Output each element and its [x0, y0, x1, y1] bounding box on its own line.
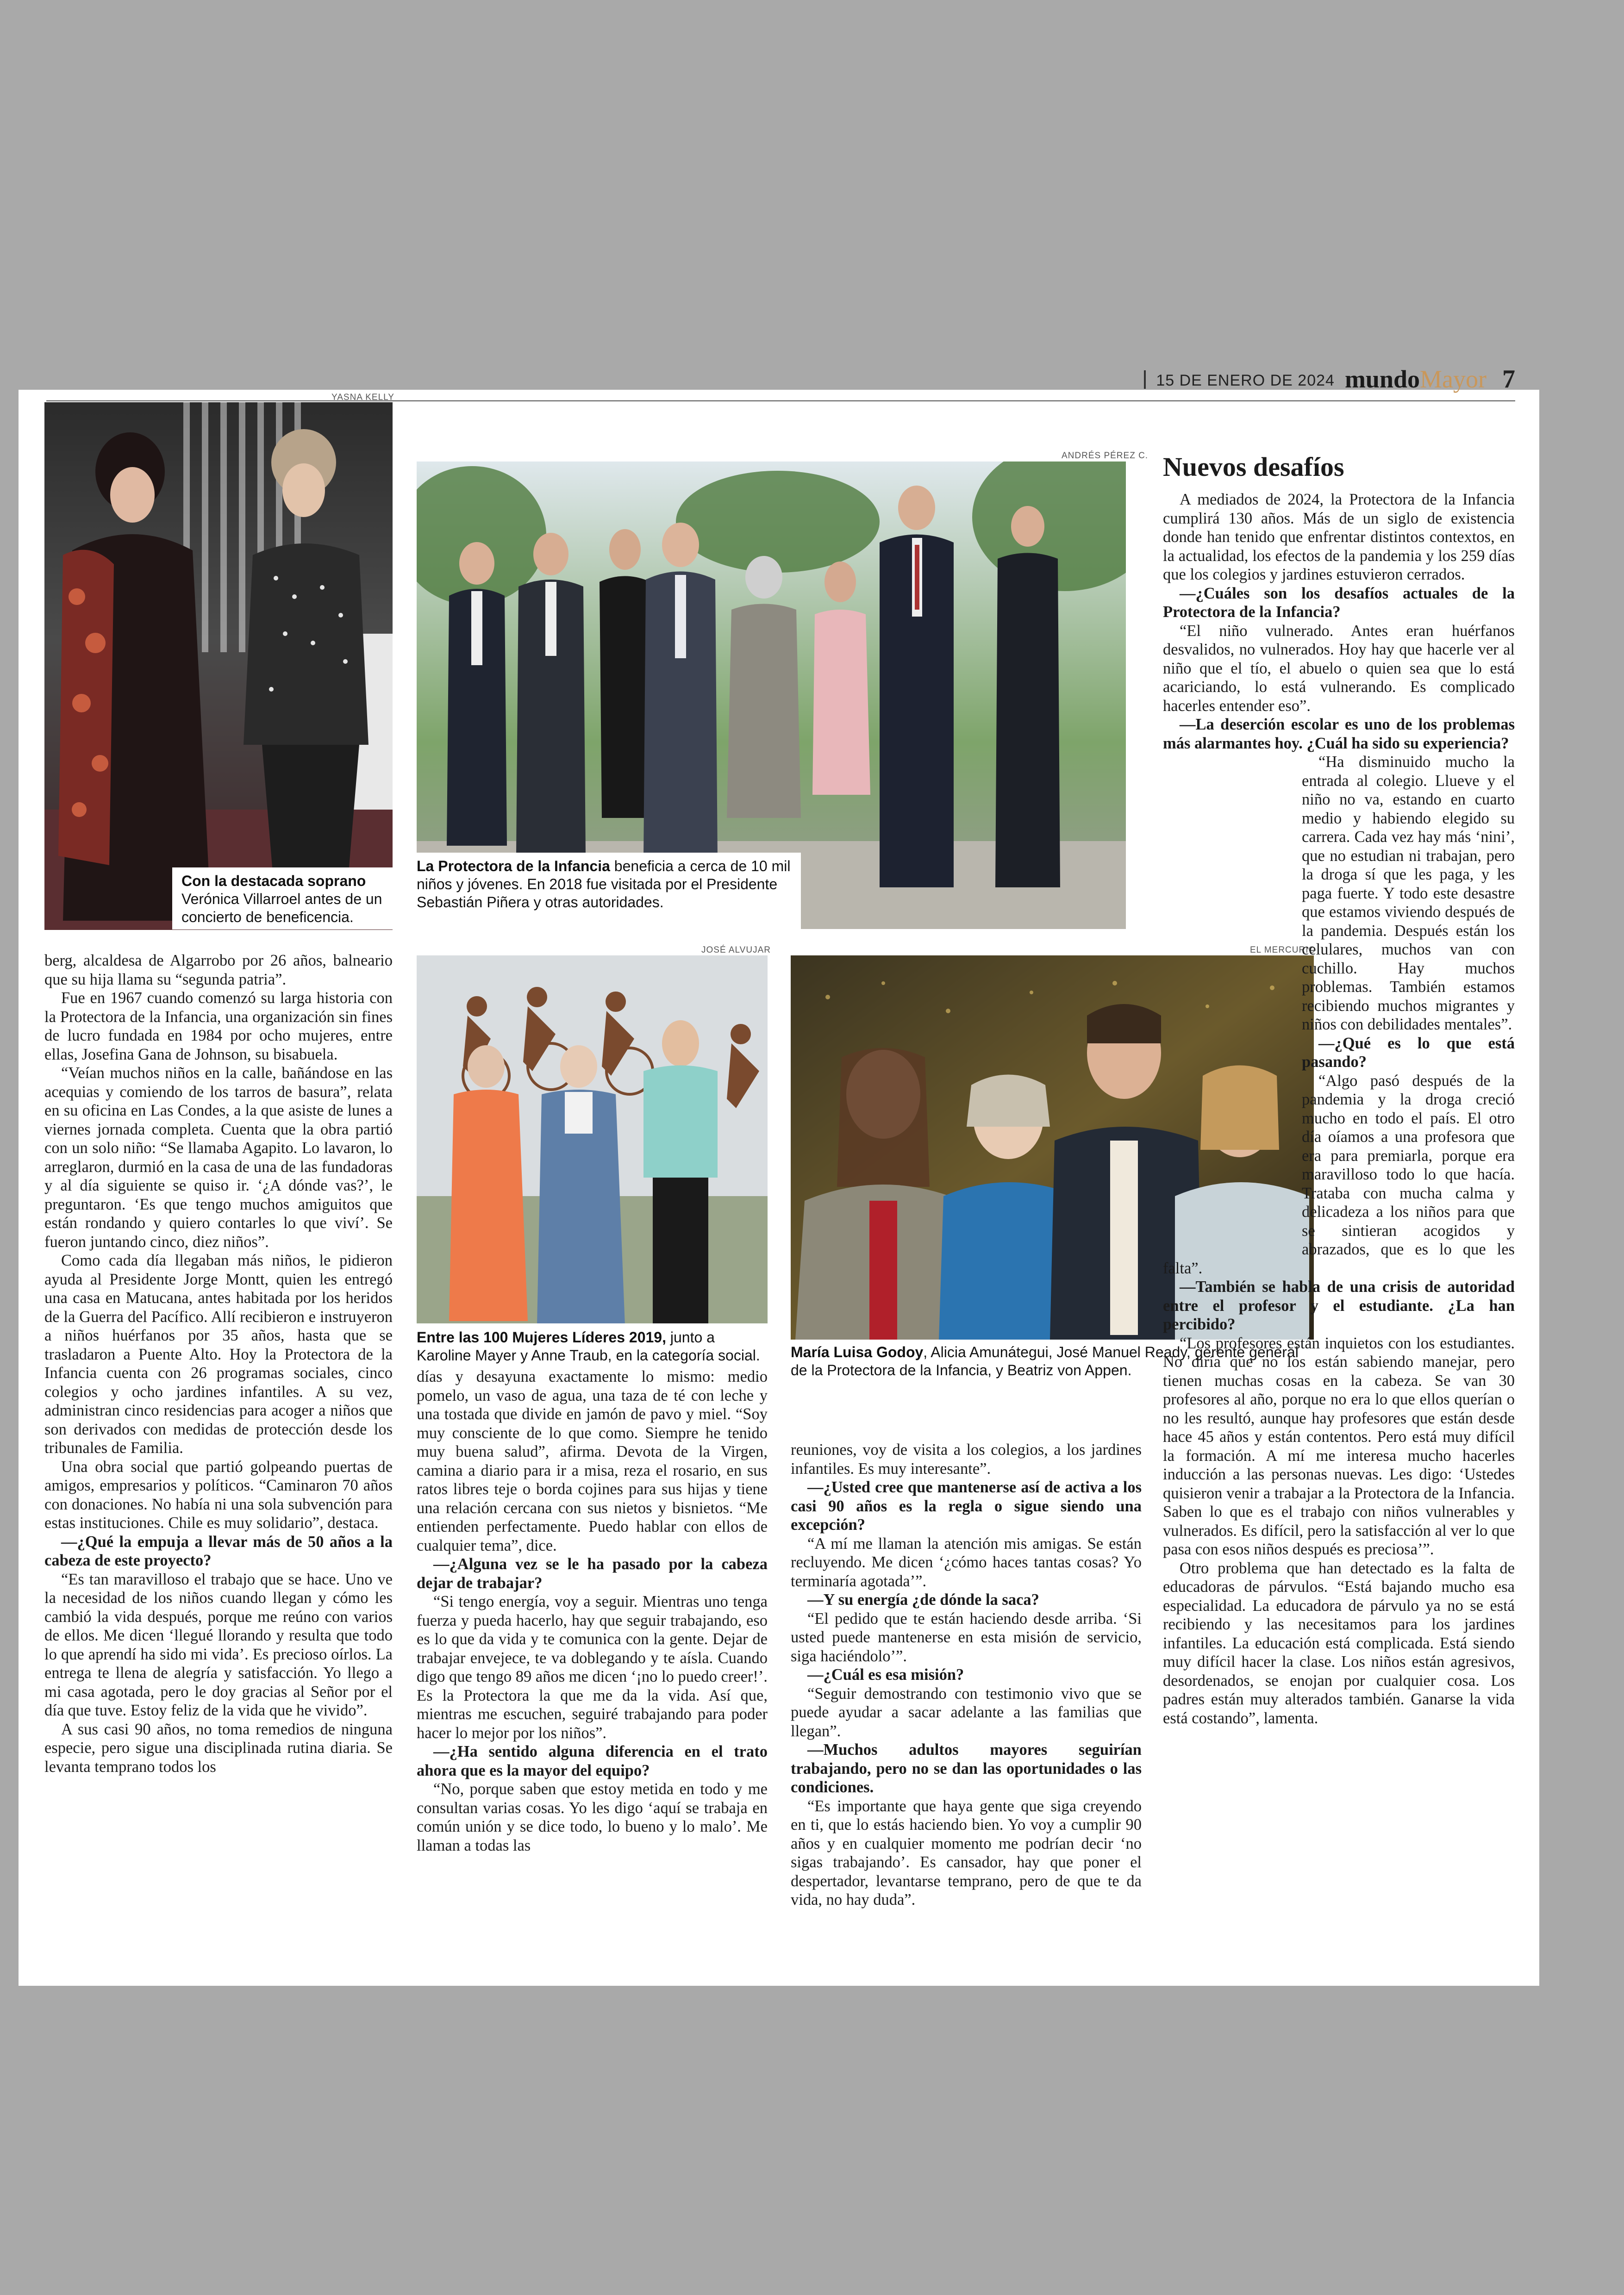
- article-column-1: [44, 951, 393, 1776]
- paragraph: días y desayuna exactamente lo mismo: medio pomelo, un vaso de agua, una taza de té con leche y una tostada que divide en jamón de pavo y miel. “Soy muy consciente de lo que como. Siempre he tenido muy buena salud”, afirma. Devota de la Virgen, camina a diario para ir a misa, reza el rosario, en sus ratos libres teje o borda cojines para sus hijas y tiene una relación cercana con sus nietos y bisnietos. “Me entienden perfectamente. Puedo hablar con ellos de cualquier tema”, dice.: [417, 1368, 768, 1554]
- photo-wrap-spacer: [1163, 753, 1302, 1255]
- interview-question: —¿Qué es lo que está pasando?: [1302, 1034, 1515, 1071]
- section-title: Nuevos desafíos: [1163, 452, 1344, 482]
- paragraph: “El pedido que te están haciendo desde arriba. ‘Si usted puede mantenerse en esta misión de servicio, siga haciéndolo’”.: [791, 1609, 1142, 1665]
- interview-question: —También se habla de una crisis de autoridad entre el profesor y el estudiante. ¿La han percibido?: [1163, 1278, 1515, 1333]
- paragraph: “Veían muchos niños en la calle, bañándose en las acequias y comiendo de los tarros de basura”, relata en su oficina en Las Condes, a la que asiste de lunes a viernes jornada completa. Cuenta que la obra partió con un solo niño: “Se llamaba Agapito. Lo lavaron, lo arreglaron, durmió en la casa de una de las fundadoras y al día siguiente se quiso ir. ‘¿A dónde vas?’, le preguntaron. ‘Es que tengo muchos amiguitos que están rondando y quiero contarles lo que viví’. Se fueron juntando cinco, diez niños”.: [44, 1064, 393, 1251]
- paragraph: berg, alcaldesa de Algarrobo por 26 años, balneario que su hija llama su “segunda patria”.: [44, 952, 393, 988]
- paragraph: Como cada día llegaban más niños, le pidieron ayuda al Presidente Jorge Montt, quien les entregó una casa en Matucana, antes habitada por los heridos de la Guerra del Pacífico. Allí recibieron e instruyeron a niños huérfanos por 35 años, hasta que se trasladaron a Puente Alto. Hoy la Protectora de la Infancia cuenta con 26 programas sociales, cinco colegios y ocho jardines infantiles. A su vez, administran cinco residencias para acoger a niños que son derivados con medidas de protección desde los tribunales de Familia.: [44, 1252, 393, 1457]
- paragraph: “Algo pasó después de la pandemia y la droga creció mucho en todo el país. El otro día oíamos a una profesora que era para premiarla, porque era maravilloso todo lo que hacía. Trataba con mucha calma y delicadeza a los niños para que se sintieran acogidos y abrazados, que es lo que les falta”.: [1163, 1072, 1515, 1277]
- paragraph: “Seguir demostrando con testimonio vivo que se puede ayudar a sacar adelante a las familias que llegan”.: [791, 1684, 1142, 1740]
- group-walk-caption: La Protectora de la Infancia beneficia a cerca de 10 mil niños y jóvenes. En 2018 fue visitada por el Presidente Sebastián Piñera y otras autoridades.: [417, 853, 801, 929]
- page-header: [1144, 364, 1515, 392]
- paragraph: “Si tengo energía, voy a seguir. Mientras uno tenga fuerza y pueda hacerlo, hay que seguir trabajando, eso es lo que da vida y te comunica con la gente. Dejar de trabajar envejece, te va doblegando y te aísla. Cuando digo que tengo 89 años me dicen ‘¡no lo puedo creer!’. Es la Protectora la que me da la vida. Así que, mientras me escuchen, seguiré trabajando para poder hacer lo mejor por los niños”.: [417, 1593, 768, 1742]
- leaders-caption: Entre las 100 Mujeres Líderes 2019, junto a Karoline Mayer y Anne Traub, en la categoría social.: [417, 1328, 768, 1375]
- interview-question: —¿Usted cree que mantenerse así de activa a los casi 90 años es la regla o sigue siendo una excepción?: [791, 1478, 1142, 1534]
- interview-question: —¿Ha sentido alguna diferencia en el trato ahora que es la mayor del equipo?: [417, 1743, 768, 1779]
- page-number: 7: [1502, 365, 1515, 393]
- interview-question: —La deserción escolar es uno de los problemas más alarmantes hoy. ¿Cuál ha sido su experiencia?: [1163, 716, 1515, 752]
- interview-question: —¿Qué la empuja a llevar más de 50 años a la cabeza de este proyecto?: [44, 1533, 393, 1569]
- interview-question: —Muchos adultos mayores seguirían trabajando, pero no se dan las oportunidades o las condiciones.: [791, 1741, 1142, 1796]
- paragraph: “Ha disminuido mucho la entrada al colegio. Llueve y el niño no va, estando en cuarto medio y habiendo elegido su carrera. Cada vez hay más ‘nini’, que no estudian ni trabajan, pero la droga sí que les paga, y les paga fuerte. Y todo este desastre que estamos viviendo después de la pandemia. Después están los celulares, muchos van con cuchillo. Hay muchos problemas. También estamos recibiendo muchos migrantes y niños con debilidades mentales”.: [1302, 753, 1515, 1033]
- photo-credit: YASNA KELLY: [331, 393, 394, 402]
- article-column-2: [417, 1367, 768, 1855]
- family-caption: María Luisa Godoy, Alicia Amunátegui, José Manuel Ready, gerente general de la Protectora de la Infancia, y Beatriz von Appen.: [791, 1343, 1314, 1385]
- interview-question: —Y su energía ¿de dónde la saca?: [807, 1591, 1039, 1609]
- paragraph: Fue en 1967 cuando comenzó su larga historia con la Protectora de la Infancia, una organización sin fines de lucro fundada en 1984 por ocho mujeres, entre ellas, Josefina Gana de Johnson, su bisabuela.: [44, 989, 393, 1063]
- paragraph: “Los profesores están inquietos con los estudiantes. No diría que no los están sabiendo manejar, pero tienen muchas cosas en la cabeza. Se van 30 profesores al año, porque no era lo que ellos querían o no les resultó, aunque hay profesores que están desde hace 45 años y están contentos. Pero está muy difícil la formación. A mí me interesa mucho hacerles inducción a las personas nuevas. Les digo: ‘Ustedes quisieron venir a trabajar a la Protectora de la Infancia. Saben lo que es el trabajo con niños vulnerables y vulnerados. Es difícil, pero la satisfacción al ver lo que pasa con esos niños después es preciosa’”.: [1163, 1334, 1515, 1558]
- leaders-photo: [417, 955, 768, 1323]
- paragraph: “No, porque saben que estoy metida en todo y me consultan varias cosas. Yo les digo ‘aquí se trabaja en común unión y se dice todo, lo bueno y lo malo’. Me llaman a todas las: [417, 1780, 768, 1854]
- paragraph: reuniones, voy de visita a los colegios, a los jardines infantiles. Es muy interesante”.: [791, 1441, 1142, 1478]
- paragraph: Una obra social que partió golpeando puertas de amigos, empresarios y políticos. “Caminaron 70 años con donaciones. No había ni una sola subvención para estas instituciones. Chile es muy solidario”, destaca.: [44, 1458, 393, 1532]
- photo-credit: JOSÉ ALVUJAR: [701, 945, 771, 955]
- paragraph: “A mí me llaman la atención mis amigas. Se están recluyendo. Me dicen ‘¿cómo haces tantas cosas? Yo terminaría agotada’”.: [791, 1534, 1142, 1590]
- paragraph: Otro problema que han detectado es la falta de educadoras de párvulos. “Está bajando mucho esa especialidad. La educadora de párvulo ya no se está recibiendo y las necesitamos para los jardines infantiles. La educación está complicada. Está siendo muy difícil hacer la clase. Los niños están agresivos, desordenados, se enojan por cualquier cosa. Los padres están muy alterados también. Ganarse la vida está costando”, lamenta.: [1163, 1559, 1515, 1727]
- paragraph: A sus casi 90 años, no toma remedios de ninguna especie, pero sigue una disciplinada rutina diaria. Se levanta temprano todos los: [44, 1720, 393, 1776]
- issue-date: 15 DE ENERO DE 2024: [1156, 372, 1335, 389]
- soprano-photo: [44, 402, 393, 930]
- interview-question: —¿Cuál es esa misión?: [807, 1666, 964, 1684]
- article-column-3: [791, 1441, 1142, 1909]
- interview-question: —¿Alguna vez se le ha pasado por la cabeza dejar de trabajar?: [417, 1555, 768, 1592]
- interview-question: —¿Cuáles son los desafíos actuales de la Protectora de la Infancia?: [1163, 584, 1515, 621]
- brand-logo: mundoMayor: [1344, 365, 1487, 393]
- article-column-4: [1163, 452, 1515, 1727]
- soprano-caption: Con la destacada soprano Verónica Villarroel antes de un concierto de beneficencia.: [172, 867, 393, 929]
- header-divider: [1144, 370, 1146, 389]
- photo-credit: ANDRÉS PÉREZ C.: [1062, 451, 1149, 461]
- paragraph: “El niño vulnerado. Antes eran huérfanos desvalidos, no vulnerados. Hoy hay que hacerle ver al niño que el tío, el abuelo o quien sea que lo está acariciando, lo está vulnerando. Es complicado hacerles entender eso”.: [1163, 622, 1515, 715]
- paragraph: “Es importante que haya gente que siga creyendo en ti, que lo estás haciendo bien. Yo voy a cumplir 90 años y en cualquier momento me podrían decir ‘no sigas trabajando’. Es cansador, hay que poner el despertador, levantarse temprano, pero de que te da vida, no hay duda”.: [791, 1797, 1142, 1908]
- paragraph: A mediados de 2024, la Protectora de la Infancia cumplirá 130 años. Más de un siglo de existencia donde han tenido que enfrentar distintos contextos, en la actualidad, los efectos de la pandemia y los 259 días que los colegios y jardines estuvieron cerrados.: [1163, 491, 1515, 583]
- photo-credit: EL MERCURIO: [1250, 945, 1316, 955]
- header-rule: [46, 400, 1515, 401]
- paragraph: “Es tan maravilloso el trabajo que se hace. Uno ve la necesidad de los niños cuando llegan y cómo les cambió la vida después, porque me reúno con varios de ellos. Me dicen ‘llegué llorando y resulta que todo lo que aprendí ha sido mi vida’. Es precioso oírlos. La entrega te llena de alegría y satisfacción. Yo llego a mi casa agotada, pero le doy gracias al Señor por el día que tuve. Estoy feliz de la vida que he vivido”.: [44, 1570, 393, 1719]
- newspaper-page: [19, 365, 1539, 1986]
